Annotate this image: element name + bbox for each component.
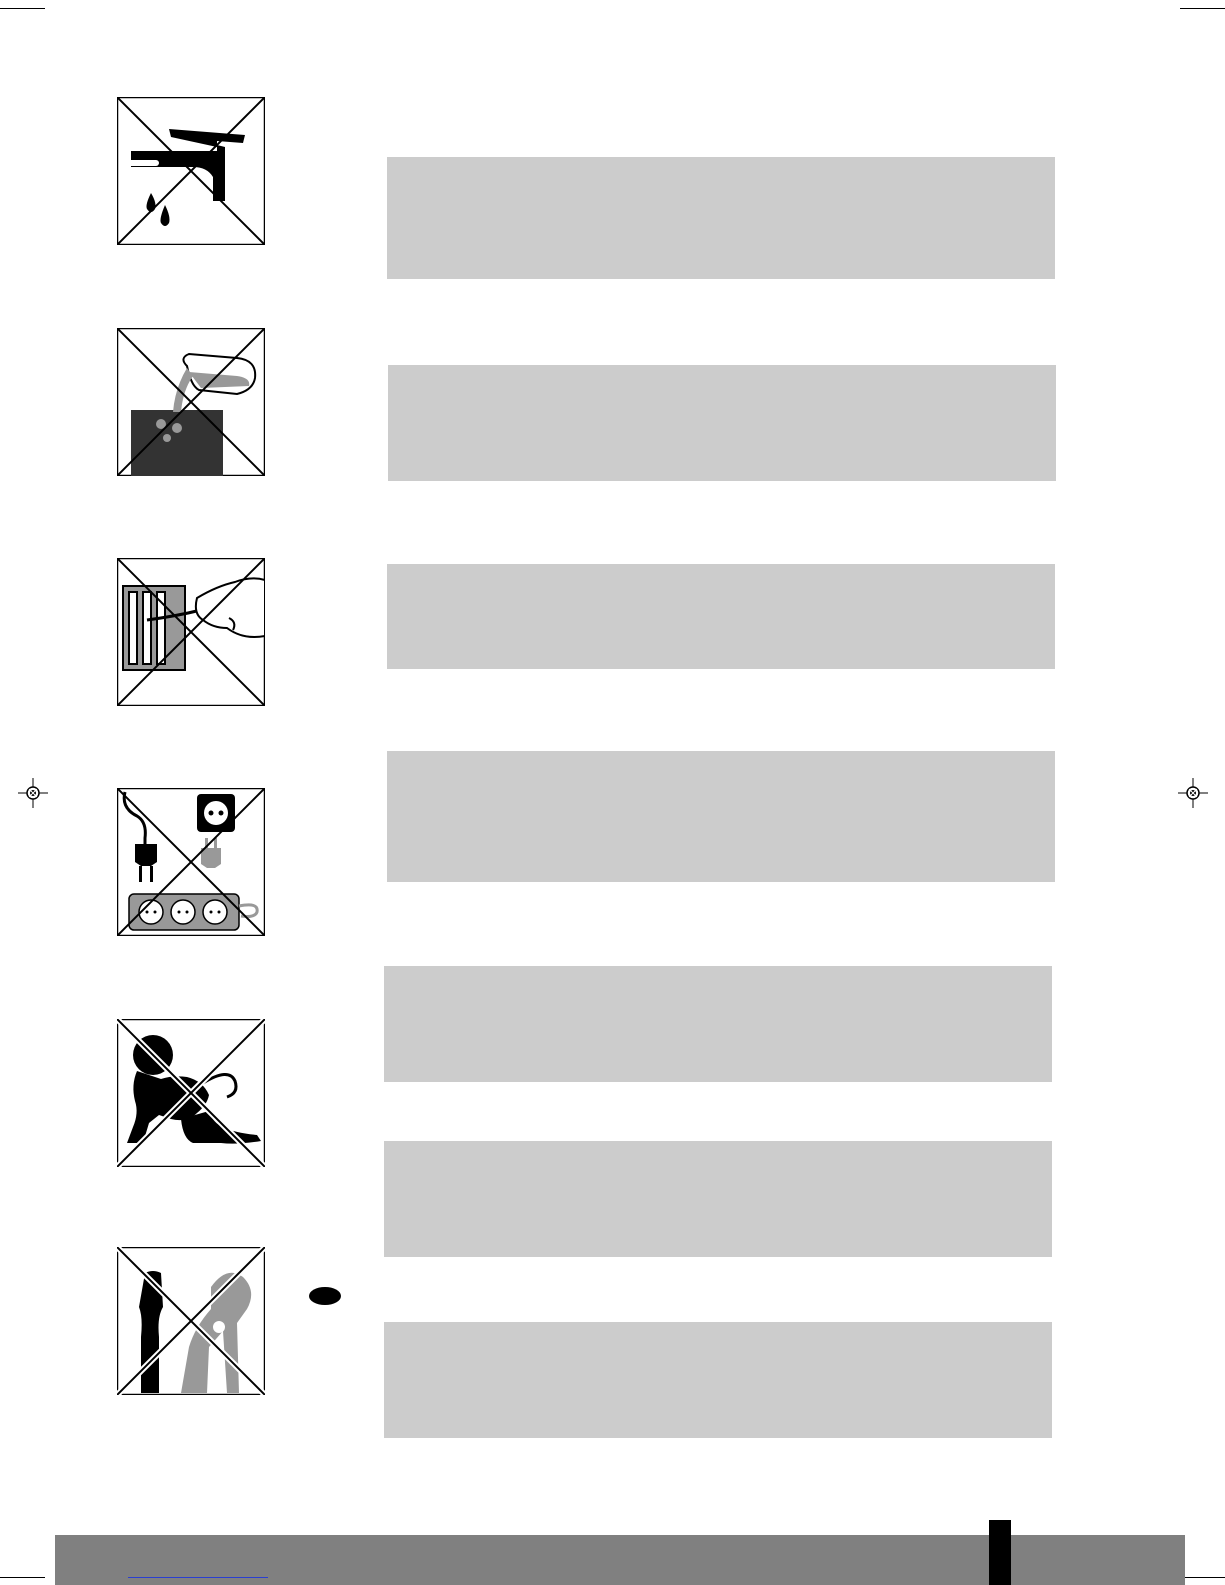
warning-text-box-4: [387, 751, 1055, 882]
registration-mark-right-icon: [1178, 778, 1208, 808]
warning-icon-tools: [117, 1247, 265, 1395]
crop-mark-bottom-right: [1180, 1577, 1225, 1578]
warning-text-box-1: [387, 157, 1055, 279]
no-children-icon: [117, 1019, 265, 1167]
crop-mark-bottom-left: [0, 1577, 45, 1578]
no-liquids-on-device-icon: [117, 328, 265, 476]
warning-text-box-6: [384, 1141, 1052, 1257]
no-water-tap-icon: [117, 97, 265, 245]
footer-page-marker: [989, 1520, 1011, 1585]
language-badge: [309, 1287, 341, 1305]
warning-icon-liquid: [117, 328, 265, 476]
no-extension-socket-icon: [117, 788, 265, 936]
warning-text-box-3: [387, 564, 1055, 669]
warning-text-box-7: [384, 1322, 1052, 1438]
warning-icon-water: [117, 97, 265, 245]
registration-mark-left-icon: [18, 778, 48, 808]
crop-mark-top-right: [1180, 8, 1225, 9]
no-unplugging-by-cord-icon: [117, 558, 265, 706]
warning-text-box-2: [388, 365, 1056, 481]
warning-icon-unplug: [117, 558, 265, 706]
warning-icon-extension: [117, 788, 265, 936]
warning-icon-children: [117, 1019, 265, 1167]
warning-text-box-5: [384, 966, 1052, 1082]
no-self-repair-tools-icon: [117, 1247, 265, 1395]
crop-mark-top-left: [0, 8, 45, 9]
footer-link-line: [128, 1577, 268, 1578]
